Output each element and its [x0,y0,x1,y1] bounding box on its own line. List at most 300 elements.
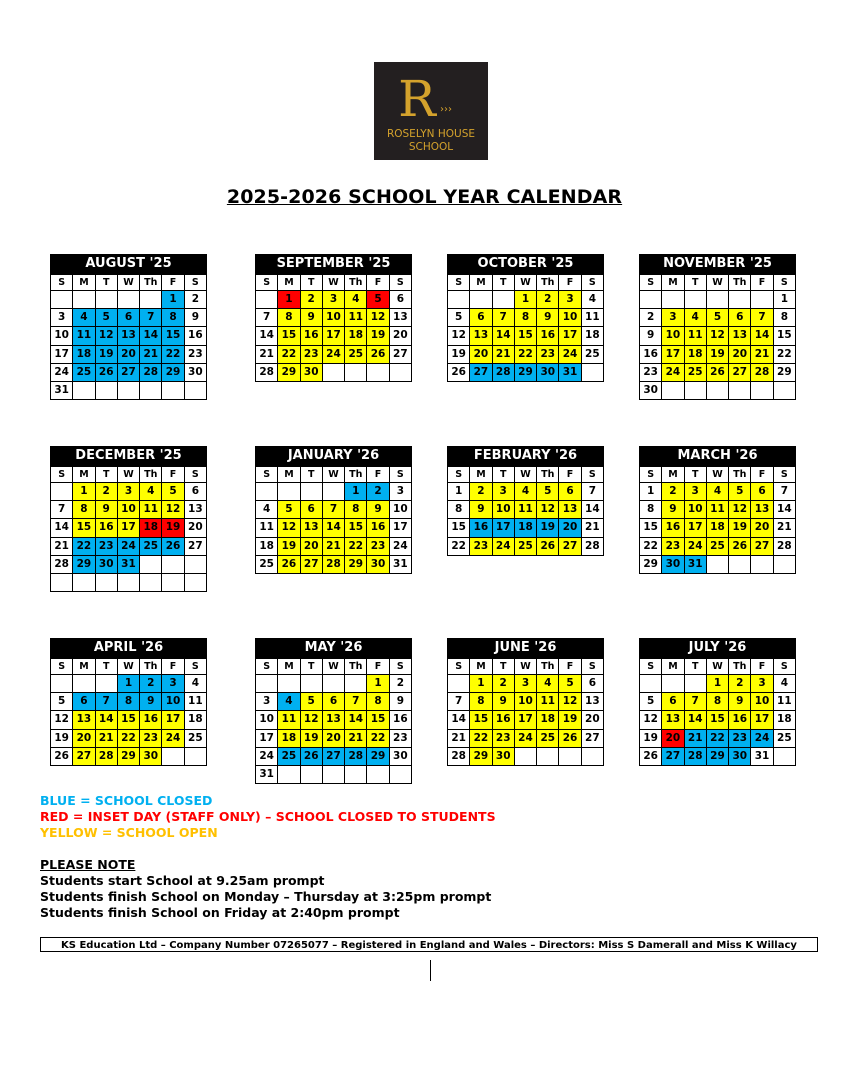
weekday-label: S [773,275,795,291]
day-cell [300,483,322,501]
day-cell [162,747,184,765]
day-cell: 29 [73,555,95,573]
day-cell: 16 [729,711,751,729]
day-cell: 19 [448,345,470,363]
day-cell: 19 [537,519,559,537]
day-cell: 28 [684,747,706,765]
weekday-label: Th [140,659,162,675]
day-cell: 22 [345,537,367,555]
day-cell: 28 [322,555,344,573]
day-cell: 18 [184,711,206,729]
day-cell: 24 [684,537,706,555]
day-cell: 28 [751,363,773,381]
day-cell [117,291,139,309]
day-cell: 3 [684,483,706,501]
day-cell [470,291,492,309]
notes-heading: PLEASE NOTE [40,857,136,872]
day-cell: 15 [773,327,795,345]
month-calendar [50,254,207,400]
day-cell [729,291,751,309]
weekday-label: T [492,467,514,483]
day-cell: 4 [537,675,559,693]
day-cell: 2 [140,675,162,693]
day-cell: 22 [117,729,139,747]
day-cell [117,381,139,399]
weekday-label: F [751,467,773,483]
day-cell [684,381,706,399]
day-cell: 16 [300,327,322,345]
note-line: Students start School at 9.25am prompt [40,873,325,888]
day-cell: 7 [256,309,278,327]
day-cell: 1 [514,291,536,309]
day-cell: 29 [117,747,139,765]
weekday-label: M [470,467,492,483]
weekday-label: S [389,467,411,483]
day-cell [706,291,728,309]
day-cell: 24 [559,345,581,363]
day-cell: 1 [640,483,662,501]
day-cell [706,555,728,573]
day-cell: 30 [300,363,322,381]
weekday-label: S [184,467,206,483]
day-cell: 17 [162,711,184,729]
weekday-label: W [322,275,344,291]
day-cell: 23 [537,345,559,363]
day-cell: 20 [559,519,581,537]
day-cell: 4 [773,675,795,693]
day-cell: 26 [640,747,662,765]
day-cell: 23 [367,537,389,555]
day-cell [345,363,367,381]
weekday-label: T [492,275,514,291]
weekday-label: Th [345,275,367,291]
day-cell: 30 [537,363,559,381]
day-cell: 14 [140,327,162,345]
day-cell: 28 [140,363,162,381]
weekday-label: T [95,275,117,291]
weekday-label: S [581,467,603,483]
day-cell: 19 [51,729,73,747]
day-cell: 17 [514,711,536,729]
day-cell [640,675,662,693]
weekday-label: S [256,659,278,675]
day-cell: 9 [492,693,514,711]
month-name: MARCH '26 [639,446,796,466]
day-cell [73,675,95,693]
weekday-label: F [162,275,184,291]
day-cell: 27 [751,537,773,555]
day-cell: 29 [278,363,300,381]
day-cell: 30 [95,555,117,573]
weekday-label: M [662,275,684,291]
day-cell: 2 [300,291,322,309]
day-cell: 8 [470,693,492,711]
day-cell: 20 [184,519,206,537]
month-name: AUGUST '25 [50,254,207,274]
day-cell: 25 [537,729,559,747]
weekday-label: Th [345,467,367,483]
day-cell: 19 [706,345,728,363]
day-cell: 17 [389,519,411,537]
day-cell: 28 [581,537,603,555]
day-cell: 17 [51,345,73,363]
weekday-label: Th [345,659,367,675]
day-cell: 2 [367,483,389,501]
day-cell: 19 [559,711,581,729]
day-cell [492,291,514,309]
day-cell: 12 [537,501,559,519]
weekday-label: F [162,659,184,675]
day-cell: 8 [162,309,184,327]
weekday-label: M [662,467,684,483]
weekday-label: W [117,659,139,675]
day-cell: 29 [514,363,536,381]
legend-red: RED = INSET DAY (STAFF ONLY) – SCHOOL CLOSED TO STUDENTS [40,809,496,824]
day-cell: 10 [256,711,278,729]
day-cell: 5 [729,483,751,501]
day-cell: 5 [640,693,662,711]
day-cell: 26 [448,363,470,381]
weekday-label: S [773,659,795,675]
day-cell: 25 [345,345,367,363]
day-cell: 25 [256,555,278,573]
day-cell: 2 [662,483,684,501]
day-cell: 1 [278,291,300,309]
day-cell: 31 [751,747,773,765]
day-cell: 28 [51,555,73,573]
day-cell: 13 [729,327,751,345]
day-cell: 19 [278,537,300,555]
day-cell: 6 [73,693,95,711]
page-title: 2025-2026 SCHOOL YEAR CALENDAR [226,186,623,208]
day-cell: 20 [300,537,322,555]
day-cell: 4 [345,291,367,309]
month-calendar [255,254,412,382]
day-cell: 26 [729,537,751,555]
day-cell: 9 [300,309,322,327]
weekday-label: W [706,467,728,483]
day-cell [345,675,367,693]
weekday-label: W [514,467,536,483]
day-cell: 9 [389,693,411,711]
weekday-label: T [95,659,117,675]
weekday-label: F [559,659,581,675]
day-cell: 7 [140,309,162,327]
weekday-label: W [514,659,536,675]
day-cell: 23 [640,363,662,381]
day-cell [662,381,684,399]
day-cell: 22 [367,729,389,747]
day-cell [95,675,117,693]
day-cell: 30 [389,747,411,765]
day-cell: 10 [559,309,581,327]
day-cell: 13 [751,501,773,519]
weekday-label: S [640,659,662,675]
day-cell: 14 [684,711,706,729]
day-cell: 25 [140,537,162,555]
day-cell: 24 [256,747,278,765]
day-cell: 26 [278,555,300,573]
weekday-label: S [448,659,470,675]
day-cell: 25 [684,363,706,381]
day-cell: 4 [684,309,706,327]
day-cell: 8 [706,693,728,711]
day-cell: 4 [73,309,95,327]
day-cell: 8 [117,693,139,711]
day-cell: 12 [162,501,184,519]
day-cell: 8 [640,501,662,519]
day-cell: 10 [322,309,344,327]
day-cell: 2 [729,675,751,693]
day-cell: 23 [184,345,206,363]
day-cell: 28 [256,363,278,381]
weekday-label: F [751,275,773,291]
month-calendar [639,446,796,574]
note-line: Students finish School on Monday – Thursday at 3:25pm prompt [40,889,492,904]
month-name: MAY '26 [255,638,412,658]
day-cell: 22 [706,729,728,747]
month-name: SEPTEMBER '25 [255,254,412,274]
month-calendar [447,638,604,766]
weekday-label: F [559,275,581,291]
day-cell: 30 [662,555,684,573]
day-cell [278,765,300,783]
day-cell: 13 [322,711,344,729]
weekday-label: S [389,659,411,675]
weekday-label: M [470,275,492,291]
weekday-label: S [256,275,278,291]
day-cell: 30 [140,747,162,765]
day-cell: 5 [367,291,389,309]
day-cell: 20 [322,729,344,747]
day-cell: 16 [95,519,117,537]
day-cell [706,381,728,399]
day-cell: 12 [367,309,389,327]
day-cell [278,675,300,693]
day-cell: 10 [117,501,139,519]
day-cell [367,363,389,381]
day-cell: 19 [640,729,662,747]
day-cell: 29 [470,747,492,765]
weekday-label: M [73,659,95,675]
day-cell: 18 [278,729,300,747]
day-cell: 24 [322,345,344,363]
day-cell: 25 [73,363,95,381]
day-cell [751,555,773,573]
day-cell [184,573,206,591]
weekday-label: T [684,659,706,675]
day-cell: 9 [537,309,559,327]
day-cell: 24 [162,729,184,747]
day-cell: 8 [73,501,95,519]
day-cell: 1 [73,483,95,501]
day-cell: 15 [278,327,300,345]
day-cell: 26 [559,729,581,747]
weekday-label: Th [729,275,751,291]
day-cell: 9 [729,693,751,711]
weekday-label: T [95,467,117,483]
day-cell: 10 [662,327,684,345]
month-name: JANUARY '26 [255,446,412,466]
day-cell: 6 [581,675,603,693]
month-name: JUNE '26 [447,638,604,658]
day-cell: 2 [470,483,492,501]
day-cell [751,381,773,399]
day-cell: 12 [448,327,470,345]
day-cell: 18 [73,345,95,363]
day-cell: 21 [773,519,795,537]
weekday-label: T [300,467,322,483]
month-calendar [639,638,796,766]
day-cell: 20 [662,729,684,747]
day-cell: 17 [751,711,773,729]
weekday-label: F [559,467,581,483]
day-cell: 20 [73,729,95,747]
day-cell: 1 [448,483,470,501]
day-cell: 7 [684,693,706,711]
day-cell: 27 [581,729,603,747]
day-cell: 28 [773,537,795,555]
day-cell: 27 [73,747,95,765]
weekday-label: Th [729,467,751,483]
day-cell [322,483,344,501]
day-cell: 20 [729,345,751,363]
logo-initial: R [398,70,436,128]
day-cell: 24 [514,729,536,747]
weekday-label: Th [140,275,162,291]
day-cell [448,291,470,309]
day-cell: 13 [389,309,411,327]
day-cell: 16 [470,519,492,537]
day-cell: 1 [117,675,139,693]
day-cell [278,483,300,501]
day-cell: 1 [470,675,492,693]
day-cell [322,765,344,783]
day-cell: 14 [773,501,795,519]
day-cell: 3 [256,693,278,711]
day-cell: 31 [256,765,278,783]
day-cell: 6 [751,483,773,501]
day-cell [684,675,706,693]
day-cell: 9 [470,501,492,519]
day-cell: 30 [729,747,751,765]
day-cell: 31 [51,381,73,399]
day-cell: 6 [322,693,344,711]
weekday-label: T [300,659,322,675]
day-cell [581,363,603,381]
day-cell: 9 [140,693,162,711]
day-cell: 17 [117,519,139,537]
day-cell [51,573,73,591]
day-cell: 4 [706,483,728,501]
day-cell: 7 [448,693,470,711]
day-cell: 26 [300,747,322,765]
day-cell: 31 [117,555,139,573]
day-cell: 19 [95,345,117,363]
day-cell: 5 [162,483,184,501]
day-cell: 10 [514,693,536,711]
day-cell: 13 [470,327,492,345]
day-cell: 18 [773,711,795,729]
day-cell [729,381,751,399]
day-cell: 21 [684,729,706,747]
day-cell: 3 [662,309,684,327]
day-cell [140,573,162,591]
day-cell: 14 [95,711,117,729]
day-cell: 2 [537,291,559,309]
day-cell: 26 [537,537,559,555]
day-cell [345,765,367,783]
day-cell: 18 [581,327,603,345]
day-cell: 26 [706,363,728,381]
day-cell: 11 [773,693,795,711]
day-cell: 18 [256,537,278,555]
weekday-label: M [73,275,95,291]
day-cell: 12 [278,519,300,537]
month-calendar [50,638,207,766]
weekday-label: S [51,467,73,483]
day-cell [51,675,73,693]
day-cell [162,573,184,591]
day-cell: 16 [537,327,559,345]
day-cell [367,765,389,783]
day-cell: 21 [95,729,117,747]
weekday-label: W [117,275,139,291]
day-cell: 5 [448,309,470,327]
weekday-label: M [278,275,300,291]
weekday-label: W [514,275,536,291]
day-cell: 5 [706,309,728,327]
day-cell: 10 [684,501,706,519]
day-cell [640,291,662,309]
day-cell: 3 [389,483,411,501]
day-cell: 6 [729,309,751,327]
school-logo [374,62,488,160]
day-cell: 24 [117,537,139,555]
day-cell: 30 [184,363,206,381]
weekday-label: S [581,659,603,675]
company-footer: KS Education Ltd – Company Number 07265077 – Registered in England and Wales – Directors: Miss S Damerall and Miss K Willacy [40,937,818,952]
day-cell: 9 [367,501,389,519]
day-cell: 6 [184,483,206,501]
day-cell: 21 [581,519,603,537]
day-cell: 16 [640,345,662,363]
day-cell: 10 [51,327,73,345]
day-cell: 27 [729,363,751,381]
weekday-label: S [389,275,411,291]
day-cell: 28 [448,747,470,765]
day-cell: 3 [322,291,344,309]
day-cell: 23 [140,729,162,747]
logo-line2: SCHOOL [408,141,454,153]
day-cell: 23 [470,537,492,555]
day-cell [256,483,278,501]
weekday-label: T [684,275,706,291]
day-cell: 3 [492,483,514,501]
day-cell: 3 [51,309,73,327]
day-cell: 21 [256,345,278,363]
day-cell [184,381,206,399]
day-cell: 28 [95,747,117,765]
day-cell: 13 [184,501,206,519]
day-cell: 7 [345,693,367,711]
day-cell: 27 [470,363,492,381]
day-cell: 18 [140,519,162,537]
month-calendar [50,446,207,592]
day-cell: 12 [729,501,751,519]
weekday-label: S [51,275,73,291]
day-cell: 3 [162,675,184,693]
